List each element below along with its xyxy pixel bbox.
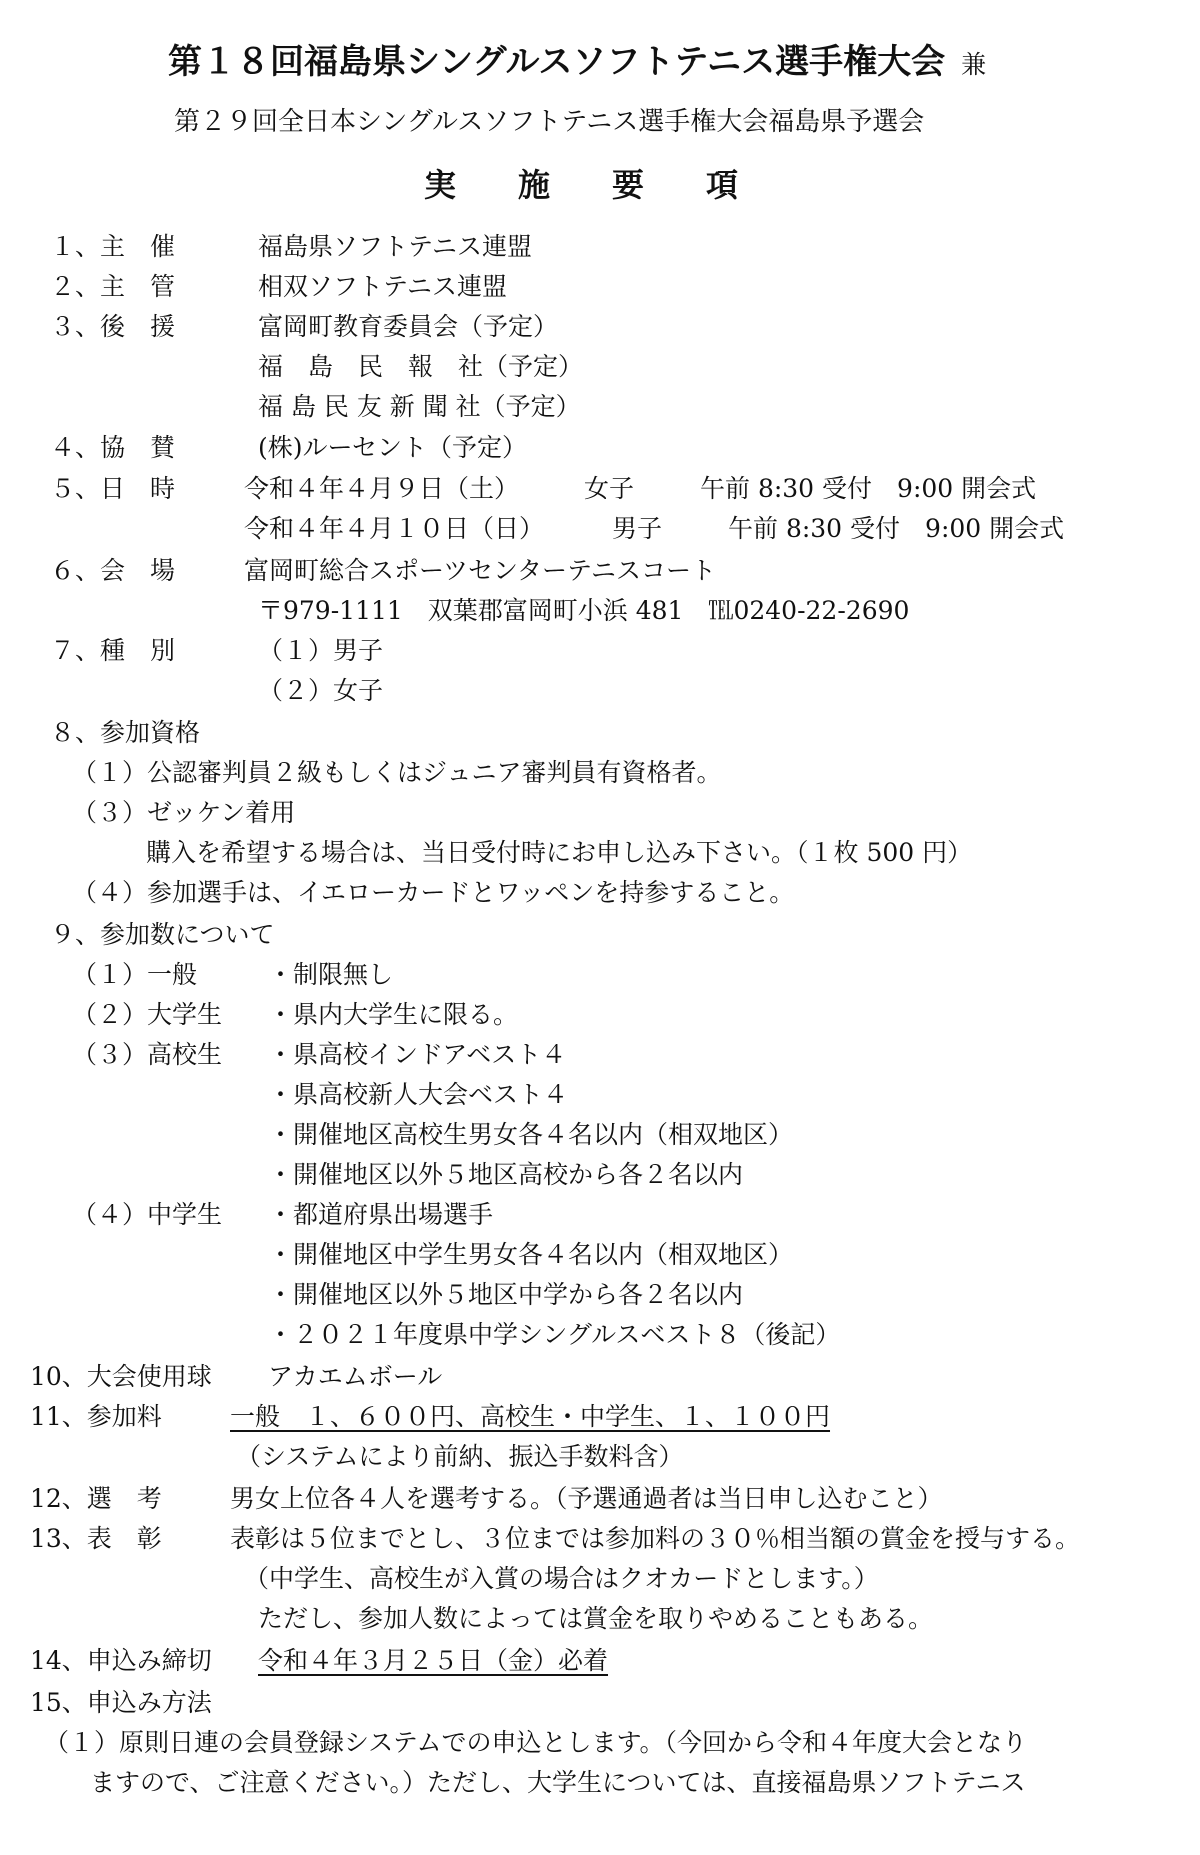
award-line: ただし、参加人数によっては賞金を取りやめることもある。 [258, 1604, 934, 1633]
item-10-label: 10、大会使用球 [30, 1362, 212, 1391]
entry-group-line: ・２０２１年度県中学シングルスベスト８（後記） [268, 1320, 841, 1349]
item-6-value: 富岡町総合スポーツセンターテニスコート [244, 556, 717, 585]
schedule-date: 令和４年４月９日（土） [244, 474, 520, 503]
item-2-value: 相双ソフトテニス連盟 [258, 272, 508, 301]
doc-title [168, 42, 986, 85]
entry-group-line: ・県高校新人大会ベスト４ [268, 1080, 569, 1109]
entry-group-name: （４）中学生 [72, 1200, 223, 1229]
entry-group-line: ・制限無し [268, 960, 394, 989]
item-6-label: ６、会 場 [50, 556, 176, 585]
item-13-label: 13、表 彰 [30, 1524, 162, 1553]
method-line: ますので、ご注意ください。）ただし、大学生については、直接福島県ソフトテニス [90, 1768, 1026, 1797]
item-3-value: 福 島 民 友 新 聞 社（予定） [258, 392, 581, 421]
deadline-value: 令和４年３月２５日（金）必着 [258, 1646, 609, 1675]
award-line: （中学生、高校生が入賞の場合はクオカードとします。） [244, 1564, 879, 1593]
schedule-date: 令和４年４月１０日（日） [244, 514, 545, 543]
item-7-value: （２）女子 [258, 676, 384, 705]
entry-group-line: ・都道府県出場選手 [268, 1200, 494, 1229]
award-line: 表彰は５位までとし、３位までは参加料の３０％相当額の賞金を授与する。 [230, 1524, 1081, 1553]
entry-group-name: （３）高校生 [72, 1040, 223, 1069]
entry-group-line: ・県高校インドアベスト４ [268, 1040, 567, 1069]
item-3-value: 富岡町教育委員会（予定） [258, 312, 559, 341]
item-3-value: 福 島 民 報 社（予定） [258, 352, 584, 381]
schedule-time: 午前 8:30 受付 9:00 開会式 [728, 514, 1065, 543]
doc-title-suffix: 兼 [961, 50, 987, 79]
item-14-label: 14、申込み締切 [30, 1646, 212, 1675]
entry-group-line: ・開催地区高校生男女各４名以内（相双地区） [268, 1120, 794, 1149]
entry-group-name: （２）大学生 [72, 1000, 223, 1029]
item-7-label: ７、種 別 [50, 636, 176, 665]
entry-group-line: ・開催地区以外５地区中学から各２名以内 [268, 1280, 744, 1309]
item-15-label: 15、申込み方法 [30, 1688, 212, 1717]
entry-group-line: ・県内大学生に限る。 [268, 1000, 519, 1029]
item-1-value: 福島県ソフトテニス連盟 [258, 232, 533, 261]
schedule-gender: 女子 [584, 474, 635, 503]
entry-group-name: （１）一般 [72, 960, 198, 989]
qualification-line: （４）参加選手は、イエローカードとワッペンを持参すること。 [72, 878, 795, 907]
method-line: （１）原則日連の会員登録システムでの申込とします。（今回から令和４年度大会となり [44, 1728, 1028, 1757]
item-11-label: 11、参加料 [30, 1402, 162, 1431]
doc-subtitle: 第２９回全日本シングルスソフトテニス選手権大会福島県予選会 [174, 107, 925, 137]
item-5-label: ５、日 時 [50, 474, 176, 503]
item-7-value: （１）男子 [258, 636, 384, 665]
item-3-label: ３、後 援 [50, 312, 176, 341]
schedule-time: 午前 8:30 受付 9:00 開会式 [700, 474, 1037, 503]
fee-note: （システムにより前納、振込手数料含） [236, 1442, 684, 1471]
schedule-gender: 男子 [612, 514, 663, 543]
entry-group-line: ・開催地区中学生男女各４名以内（相双地区） [268, 1240, 794, 1269]
qualification-line: （１）公認審判員２級もしくはジュニア審判員有資格者。 [72, 758, 722, 787]
entry-group-line: ・開催地区以外５地区高校から各２名以内 [268, 1160, 744, 1189]
item-9-label: ９、参加数について [50, 920, 275, 949]
fee-value: 一般 １、６００円、高校生・中学生、１、１００円 [230, 1402, 831, 1431]
qualification-line: 購入を希望する場合は、当日受付時にお申し込み下さい。（１枚 500 円） [146, 838, 973, 867]
doc-heading: 実施要項 [424, 166, 801, 204]
item-1-label: １、主 催 [50, 232, 176, 261]
doc-title-main: 第１８回福島県シングルスソフトテニス選手権大会 [168, 42, 946, 82]
venue-address: 〒979-1111 双葉郡富岡町小浜 481 ℡0240-22-2690 [258, 596, 910, 625]
item-4-value: (株)ルーセント（予定） [258, 433, 528, 462]
item-12-value: 男女上位各４人を選考する。（予選通過者は当日申し込むこと） [230, 1484, 943, 1513]
qualification-line: （３）ゼッケン着用 [72, 798, 296, 827]
item-4-label: ４、協 賛 [50, 433, 176, 462]
item-8-label: ８、参加資格 [50, 718, 201, 747]
item-12-label: 12、選 考 [30, 1484, 162, 1513]
item-10-value: アカエムボール [268, 1362, 443, 1391]
item-2-label: ２、主 管 [50, 272, 176, 301]
